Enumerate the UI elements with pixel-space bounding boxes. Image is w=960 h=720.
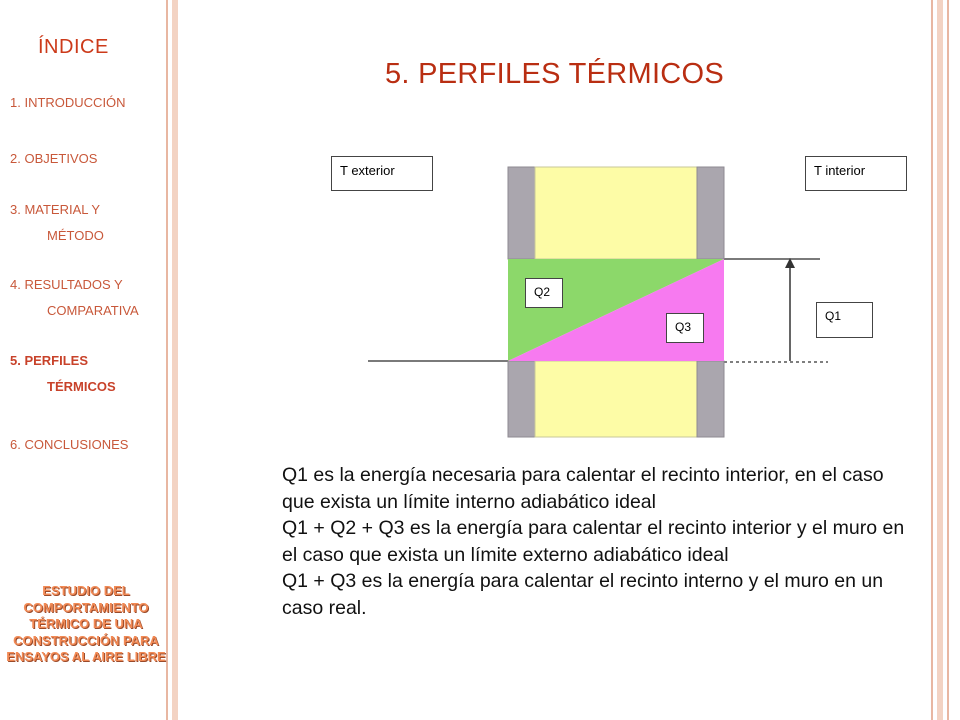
explanation-text [282, 462, 912, 621]
explanation-line-q1: Q1 es la energía necesaria para calentar el recinto interior, en el caso que exista un límite interno adiabático ideal [282, 464, 884, 513]
sidebar-footer-title: ESTUDIO DEL COMPORTAMIENTO TÉRMICO DE UNA CONSTRUCCIÓN PARA ENSAYOS AL AIRE LIBRE [6, 583, 166, 664]
q3-label: Q3 [666, 313, 704, 343]
q1-label: Q1 [816, 302, 873, 338]
wall-lower-right-layer [697, 361, 724, 437]
wall-upper-left-layer [508, 167, 535, 259]
sidebar-item-label: 4. RESULTADOS Y [10, 277, 123, 292]
sidebar-item-label: 2. OBJETIVOS [10, 151, 98, 166]
t-interior-label: T interior [805, 156, 907, 191]
explanation-line-q1-q2-q3: Q1 + Q2 + Q3 es la energía para calentar el recinto interior y el muro en el caso que exista un límite externo adiabático ideal [282, 517, 905, 566]
q2-label: Q2 [525, 278, 563, 308]
wall-lower-left-layer [508, 361, 535, 437]
wall-lower-core [535, 361, 697, 437]
page-title: 5. PERFILES TÉRMICOS [385, 58, 725, 90]
sidebar-item-label: 6. CONCLUSIONES [10, 437, 129, 452]
sidebar-title: ÍNDICE [38, 36, 109, 58]
t-exterior-label: T exterior [331, 156, 433, 191]
sidebar-item-label: 1. INTRODUCCIÓN [10, 95, 126, 110]
sidebar-item-label: 5. PERFILES [10, 353, 89, 368]
wall-upper-core [535, 167, 697, 259]
explanation-line-q1-q3: Q1 + Q3 es la energía para calentar el recinto interno y el muro en un caso real. [282, 570, 884, 619]
wall-upper-right-layer [697, 167, 724, 259]
sidebar-item-label-cont: MÉTODO [47, 228, 104, 243]
sidebar-item-label-cont: COMPARATIVA [47, 303, 139, 318]
sidebar-item-label-cont: TÉRMICOS [47, 379, 116, 394]
sidebar-item-label: 3. MATERIAL Y [10, 202, 101, 217]
